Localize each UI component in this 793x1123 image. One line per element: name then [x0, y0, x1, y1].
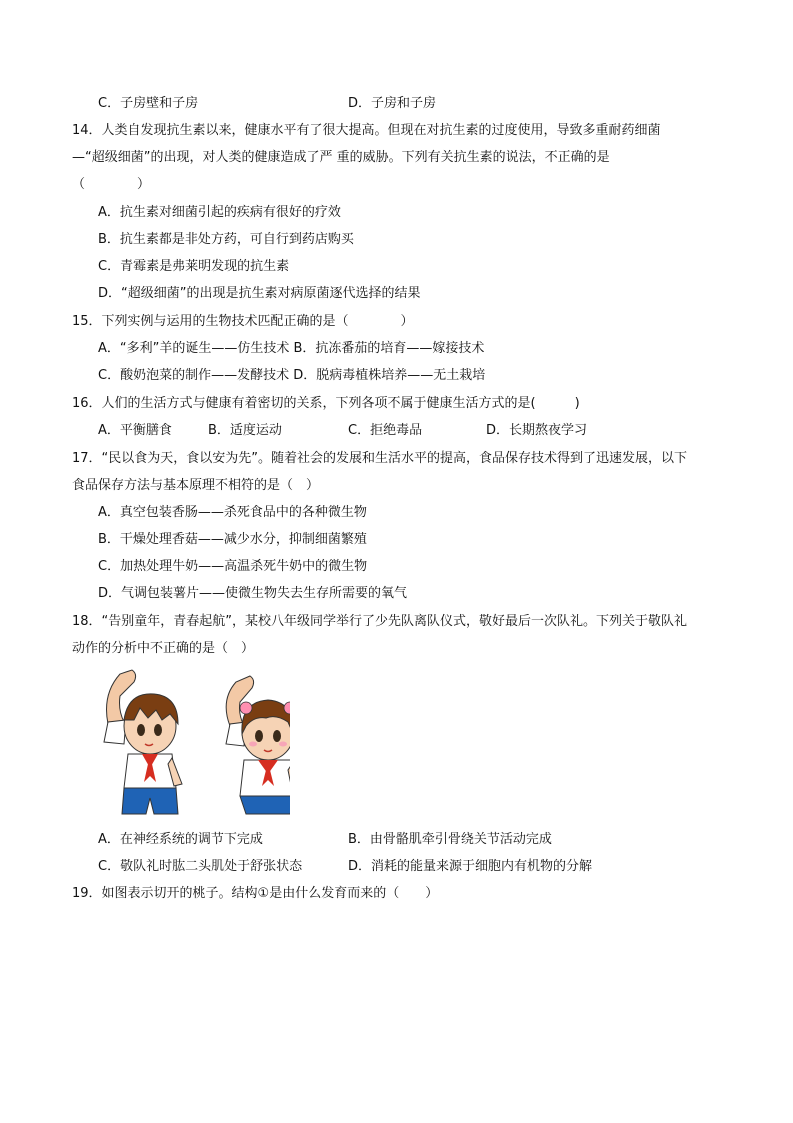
saluting-children-illustration [98, 664, 290, 816]
q14-option-a: A．抗生素对细菌引起的疾病有很好的疗效 [98, 205, 341, 220]
q16-option-d: D．长期熬夜学习 [486, 423, 588, 438]
q17-option-a: A．真空包装香肠——杀死食品中的各种微生物 [98, 505, 367, 520]
girl-figure [226, 676, 290, 814]
q17-option-d: D．气调包装薯片——使微生物失去生存所需要的氧气 [98, 586, 408, 601]
q15-options-ab: A．“多利”羊的诞生——仿生技术 B．抗冻番茄的培育——嫁接技术 [98, 341, 485, 356]
q19-stem: 19．如图表示切开的桃子。结构①是由什么发育而来的（ ） [72, 886, 439, 901]
boy-figure [104, 670, 182, 814]
q15-stem: 15．下列实例与运用的生物技术匹配正确的是（ ） [72, 314, 414, 329]
q14-stem-line1: 14．人类自发现抗生素以来，健康水平有了很大提高。但现在对抗生素的过度使用，导致多重耐药细菌 [72, 123, 661, 138]
q17-stem-line2: 食品保存方法与基本原理不相符的是（ ） [72, 478, 320, 493]
q18-stem-line2: 动作的分析中不正确的是（ ） [72, 641, 255, 656]
q17-option-b: B．干燥处理香菇——减少水分，抑制细菌繁殖 [98, 532, 367, 547]
q14-option-c: C．青霉素是弗莱明发现的抗生素 [98, 259, 290, 274]
q16-stem: 16．人们的生活方式与健康有着密切的关系，下列各项不属于健康生活方式的是( ) [72, 396, 580, 411]
q17-option-c: C．加热处理牛奶——高温杀死牛奶中的微生物 [98, 559, 368, 574]
q14-answer-blank: （ ） [72, 177, 151, 192]
q14-option-b: B．抗生素都是非处方药，可自行到药店购买 [98, 232, 354, 247]
q18-option-c: C．敬队礼时肱二头肌处于舒张状态 [98, 859, 303, 874]
q14-option-d: D．“超级细菌”的出现是抗生素对病原菌逐代选择的结果 [98, 286, 421, 301]
q18-option-a: A．在神经系统的调节下完成 [98, 832, 263, 847]
q16-option-c: C．拒绝毒品 [348, 423, 423, 438]
q13-option-d: D．子房和子房 [348, 96, 437, 111]
q15-options-cd: C．酸奶泡菜的制作——发酵技术 D．脱病毒植株培养——无土栽培 [98, 368, 486, 383]
q16-option-b: B．适度运动 [208, 423, 282, 438]
q13-option-c: C．子房壁和子房 [98, 96, 199, 111]
q17-stem-line1: 17．“民以食为天，食以安为先”。随着社会的发展和生活水平的提高，食品保存技术得到了迅速发展，以下 [72, 451, 688, 466]
q18-option-b: B．由骨骼肌牵引骨绕关节活动完成 [348, 832, 552, 847]
q18-option-d: D．消耗的能量来源于细胞内有机物的分解 [348, 859, 593, 874]
q16-option-a: A．平衡膳食 [98, 423, 172, 438]
q18-stem-line1: 18．“告别童年，青春起航”，某校八年级同学举行了少先队离队仪式，敬好最后一次队礼。下列关于敬队礼 [72, 614, 688, 629]
q14-stem-line2: —“超级细菌”的出现，对人类的健康造成了严 重的威胁。下列有关抗生素的说法，不正确的是 [72, 150, 610, 165]
